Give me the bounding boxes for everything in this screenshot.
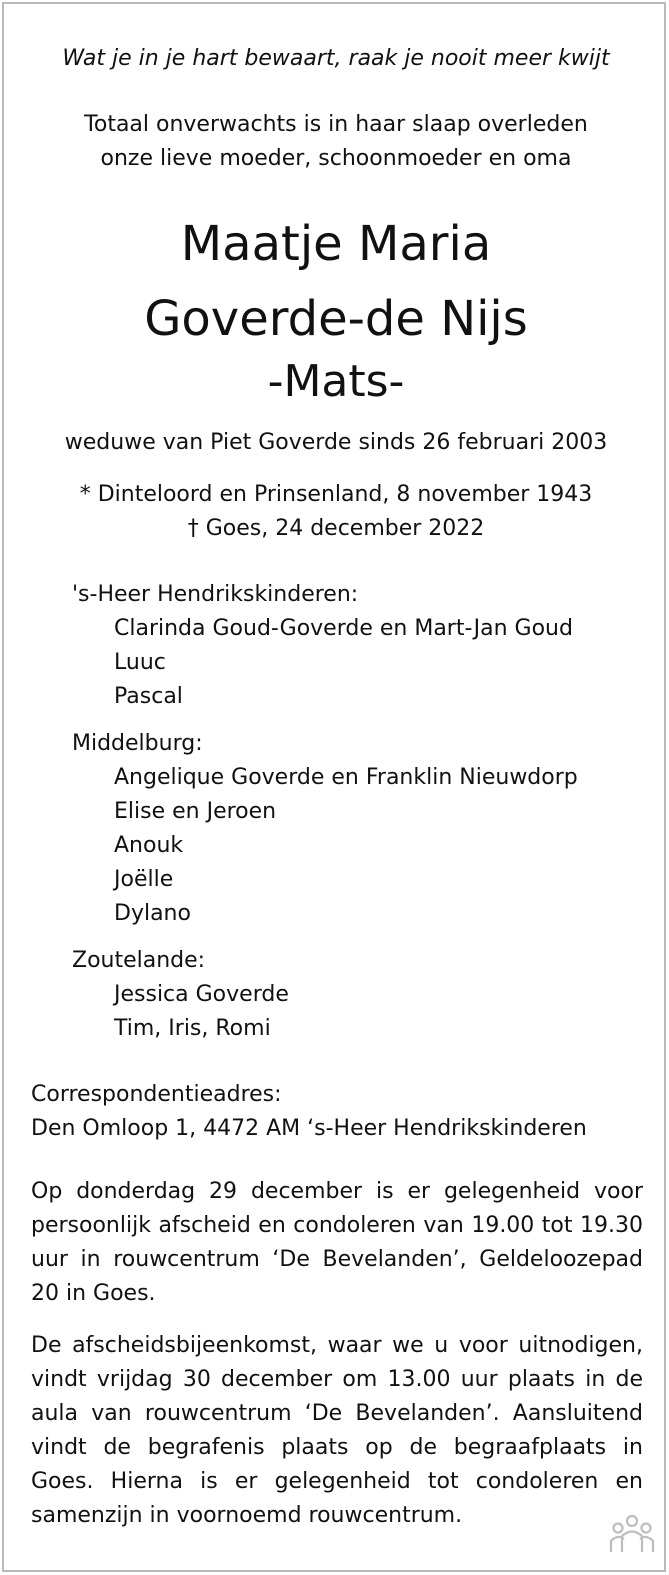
correspondence-label: Correspondentieadres: bbox=[31, 1082, 282, 1107]
deceased-name bbox=[4, 207, 668, 357]
intro-line: Totaal onverwachts is in haar slaap overleden bbox=[84, 112, 588, 137]
intro-text bbox=[4, 108, 668, 176]
visitation-paragraph: Op donderdag 29 december is er gelegenheid voor persoonlijk afscheid en condoleren van 19.00 tot 19.30 uur in rouwcentrum ‘De Bevelanden’, Geldeloozepad 20 in Goes. bbox=[31, 1179, 643, 1306]
family-member: Elise en Jeroen bbox=[114, 799, 277, 824]
family-member: Dylano bbox=[114, 901, 191, 926]
obituary-card bbox=[2, 2, 666, 1572]
family-member: Clarinda Goud-Goverde en Mart-Jan Goud bbox=[114, 616, 573, 641]
widow-line: weduwe van Piet Goverde sinds 26 februari 2003 bbox=[64, 430, 608, 455]
family-member: Tim, Iris, Romi bbox=[114, 1016, 271, 1041]
correspondence-block bbox=[31, 1078, 643, 1146]
people-group-icon bbox=[608, 1514, 656, 1554]
family-group bbox=[72, 944, 578, 1046]
family-list bbox=[72, 578, 578, 1059]
family-member: Angelique Goverde en Franklin Nieuwdorp bbox=[114, 765, 578, 790]
family-member: Luuc bbox=[114, 650, 166, 675]
family-location: Middelburg: bbox=[72, 731, 203, 756]
motto: Wat je in je hart bewaart, raak je nooit meer kwijt bbox=[62, 46, 610, 71]
nickname: -Mats- bbox=[267, 356, 405, 407]
correspondence-address: Den Omloop 1, 4472 AM ‘s-Heer Hendrikskinderen bbox=[31, 1116, 587, 1141]
family-member: Pascal bbox=[114, 684, 183, 709]
family-group bbox=[72, 578, 578, 714]
family-member: Jessica Goverde bbox=[114, 982, 289, 1007]
family-group bbox=[72, 727, 578, 931]
family-member: Anouk bbox=[114, 833, 184, 858]
life-dates bbox=[4, 478, 668, 546]
service-paragraph: De afscheidsbijeenkomst, waar we u voor uitnodigen, vindt vrijdag 30 december om 13.00 uur plaats in de aula van rouwcentrum ‘De Bevelanden’. Aansluitend vindt de begrafenis plaats op de begraafplaats in Goes. Hierna is er gelegenheid tot condoleren en samenzijn in voornoemd rouwcentrum. bbox=[31, 1333, 643, 1528]
death-line: † Goes, 24 december 2022 bbox=[187, 516, 485, 541]
family-location: 's-Heer Hendrikskinderen: bbox=[72, 582, 359, 607]
name-line: Maatje Maria bbox=[180, 216, 492, 272]
name-line: Goverde-de Nijs bbox=[144, 291, 528, 347]
birth-line: * Dinteloord en Prinsenland, 8 november 1943 bbox=[79, 482, 593, 507]
intro-line: onze lieve moeder, schoonmoeder en oma bbox=[100, 146, 572, 171]
family-member: Joëlle bbox=[114, 867, 174, 892]
family-location: Zoutelande: bbox=[72, 948, 206, 973]
